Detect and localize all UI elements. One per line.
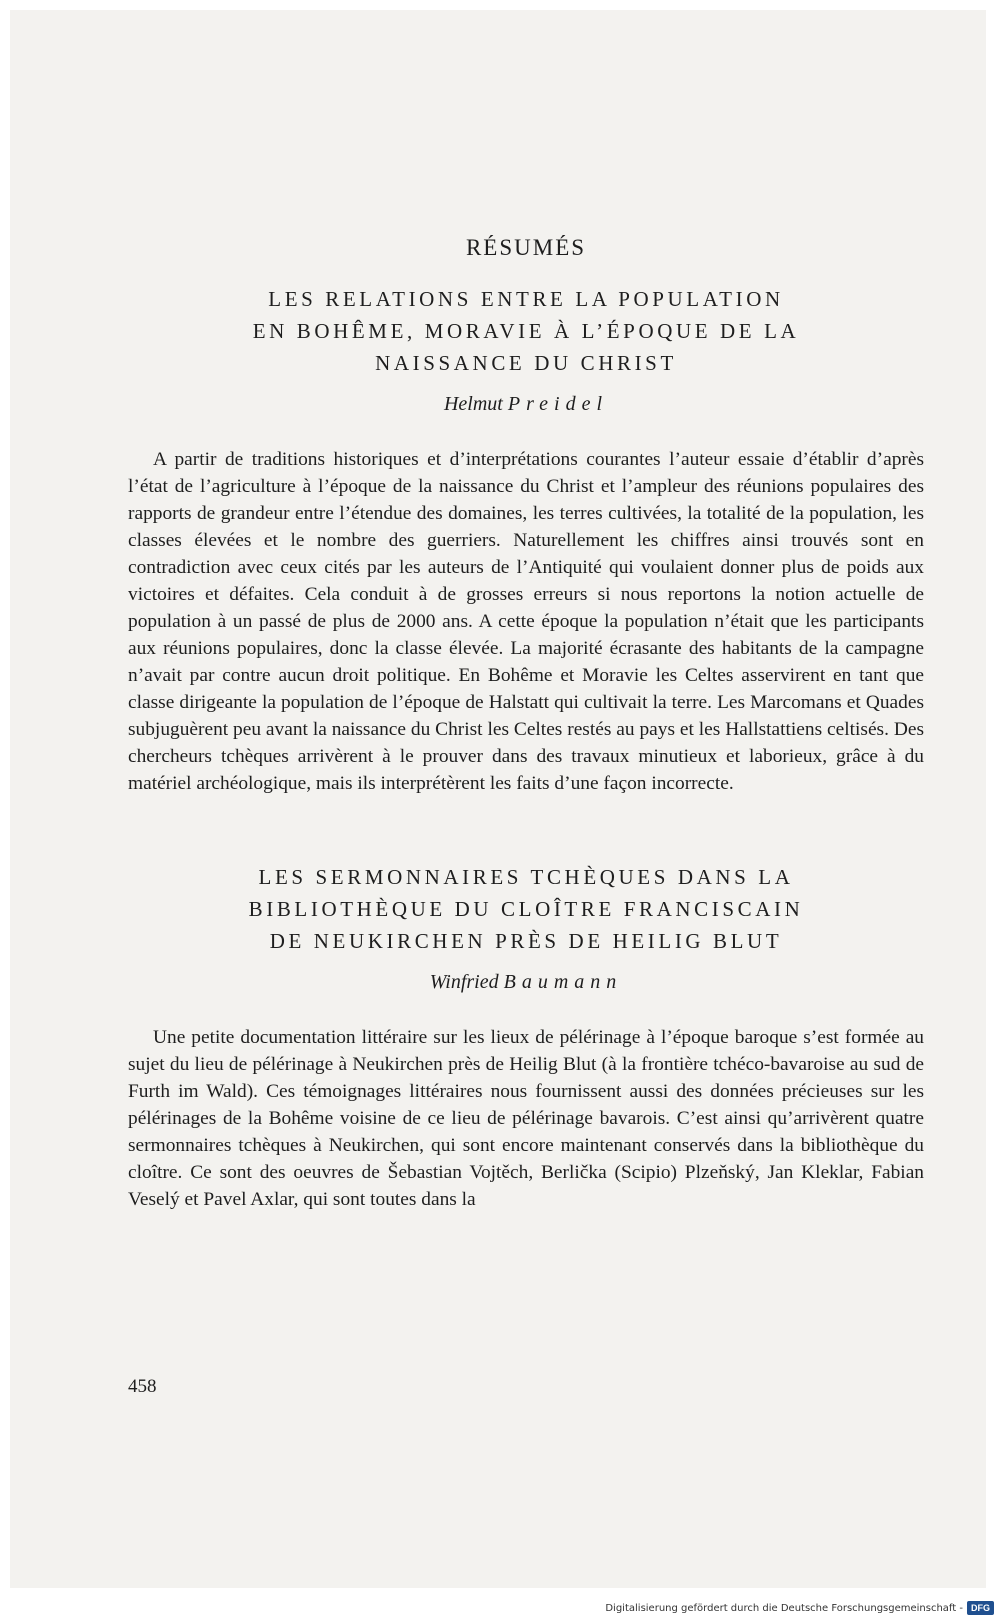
- author-first-name: Winfried: [429, 971, 499, 993]
- page-number: 458: [128, 1376, 157, 1397]
- digitization-footer: [605, 1601, 994, 1615]
- article-title-line: DE NEUKIRCHEN PRÈS DE HEILIG BLUT: [269, 929, 783, 953]
- article-title-line: BIBLIOTHÈQUE DU CLOÎTRE FRANCISCAIN: [248, 897, 804, 921]
- article-body: Une petite documentation littéraire sur les lieux de pélérinage à l’époque baroque s’est formée au sujet du lieu de pélérinage à Neukirchen près de Heilig Blut (à la frontière tchéco-bavaroise au sud de Furth im Wald). Ces témoignages littéraires nous fournissent aussi des données précieuses sur les pélérinages de la Bohême voisine de ce lieu de pélérinage bavarois. C’est ainsi qu’arrivèrent quatre sermonnaires tchèques à Neukirchen, qui sont encore maintenant conservés dans la bibliothèque du cloître. Ce sont des oeuvres de Šebastian Vojtěch, Berlička (Scipio) Plzeňský, Jan Kleklar, Fabian Veselý et Pavel Axlar, qui sont toutes dans la: [128, 1027, 924, 1210]
- article-title: [128, 283, 924, 379]
- article-title-line: LES SERMONNAIRES TCHÈQUES DANS LA: [258, 865, 794, 889]
- article-author: [128, 971, 924, 994]
- dfg-logo: DFG: [967, 1601, 994, 1615]
- article-baumann: [128, 861, 924, 1213]
- article-body: A partir de traditions historiques et d’interprétations courantes l’auteur essaie d’établir d’après l’état de l’agriculture à l’époque de la naissance du Christ et l’ampleur des réunions populaires des rapports de grandeur entre l’étendue des domaines, les terres cultivées, la totalité de la population, les classes élevées et le nombre des guerriers. Naturellement les chiffres ainsi trouvés sont en contradiction avec ceux cités par les auteurs de l’Antiquité qui voulaient donner plus de poids aux victoires et défaites. Cela conduit à de grosses erreurs si nous reportons la notion actuelle de population à un passé de plus de 2000 ans. A cette époque la population n’était que les participants aux réunions populaires, donc la classe élevée. La majorité écrasante des habitants de la campagne n’avait par contre aucun droit politique. En Bohême et Moravie les Celtes asservirent en tant que classe dirigeante la population de l’époque de Halstatt qui cultivait la terre. Les Marcomans et Quades subjuguèrent peu avant la naissance du Christ les Celtes restés au pays et les Hallstattiens celtisés. Des chercheurs tchèques arrivèrent à le prouver dans des travaux minutieux et laborieux, grâce à du matériel archéologique, mais ils interprétèrent les faits d’une façon incorrecte.: [128, 449, 924, 794]
- page-content: [128, 235, 924, 1213]
- author-surname: Baumann: [503, 971, 623, 993]
- article-preidel: [128, 283, 924, 797]
- article-title-line: LES RELATIONS ENTRE LA POPULATION: [268, 287, 784, 311]
- article-author: [128, 393, 924, 416]
- scanned-page: [10, 10, 986, 1588]
- article-title: [128, 861, 924, 957]
- article-title-line: NAISSANCE DU CHRIST: [375, 351, 677, 375]
- page-title: RÉSUMÉS: [465, 235, 587, 260]
- article-title-line: EN BOHÊME, MORAVIE À L’ÉPOQUE DE LA: [252, 319, 800, 343]
- footer-credit: Digitalisierung gefördert durch die Deutsche Forschungsgemeinschaft -: [605, 1602, 963, 1614]
- author-first-name: Helmut: [443, 393, 503, 415]
- author-surname: Preidel: [507, 393, 608, 415]
